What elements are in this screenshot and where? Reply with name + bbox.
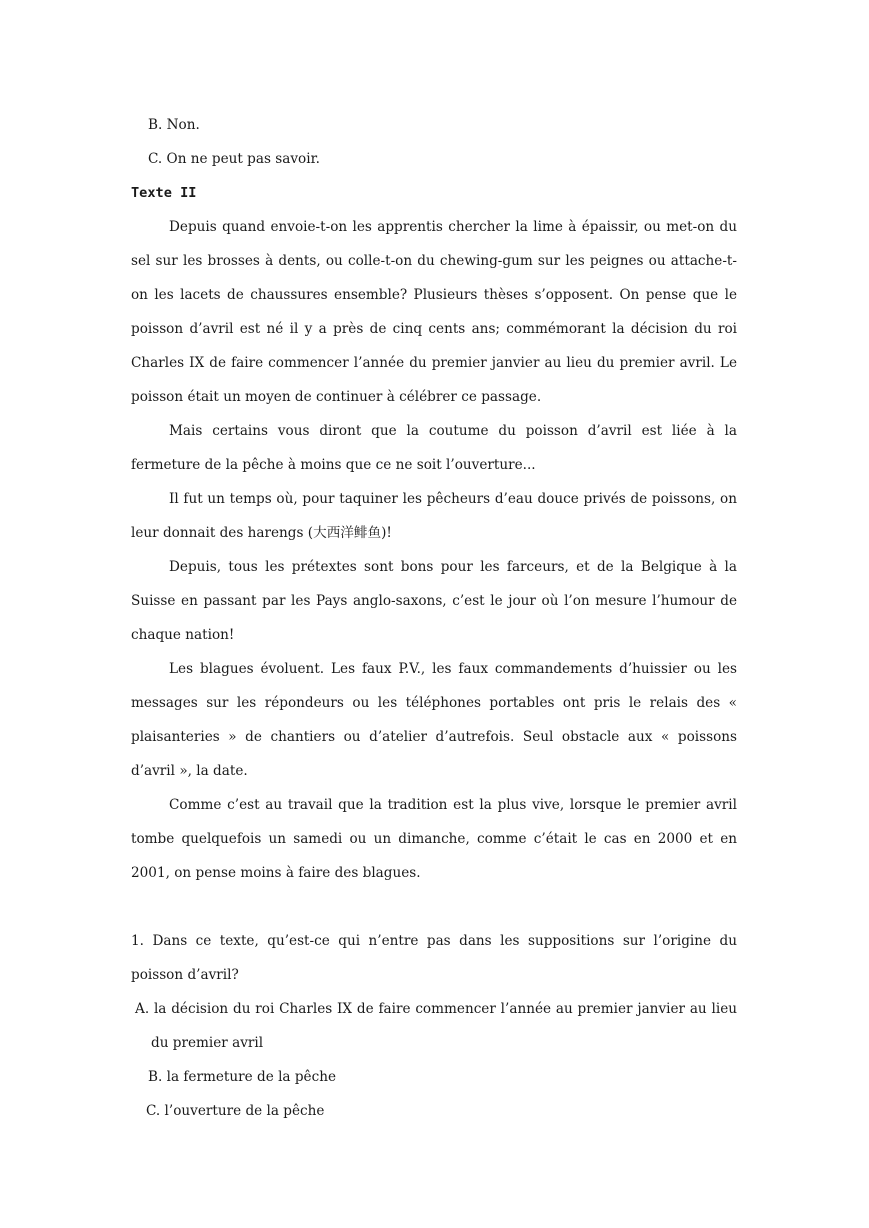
paragraph-1: Depuis quand envoie-t-on les apprentis chercher la lime à épaissir, ou met-on du sel sur les brosses à dents, ou colle-t-on du chewing-gum sur les peignes ou attache-t-on les lacets de chaussures ensemble? Plusieurs thèses s’opposent. On pense que le poisson d’avril est né il y a près de cinq cents ans; commémorant la décision du roi Charles IX de faire commencer l’année du premier janvier au lieu du premier avril. Le poisson était un moyen de continuer à célébrer ce passage. (131, 219, 737, 405)
paragraph-3: Il fut un temps où, pour taquiner les pêcheurs d’eau douce privés de poissons, on leur donnait des harengs (大西洋鲱鱼)! (131, 491, 737, 541)
paragraph-2: Mais certains vous diront que la coutume du poisson d’avril est liée à la fermeture de la pêche à moins que ce ne soit l’ouverture... (131, 423, 737, 473)
previous-option-c: C. On ne peut pas savoir. (148, 151, 320, 167)
question-1: 1. Dans ce texte, qu’est-ce qui n’entre pas dans les suppositions sur l’origine du poisson d’avril? (131, 933, 737, 983)
document-page (131, 108, 737, 1128)
paragraph-4: Depuis, tous les prétextes sont bons pour les farceurs, et de la Belgique à la Suisse en passant par les Pays anglo-saxons, c’est le jour où l’on mesure l’humour de chaque nation! (131, 559, 737, 643)
previous-option-b: B. Non. (148, 117, 200, 133)
question-1-option-c: C. l’ouverture de la pêche (146, 1103, 325, 1119)
section-heading: Texte II (131, 185, 197, 201)
question-1-option-a: A. la décision du roi Charles IX de faire commencer l’année au premier janvier au lieu du premier avril (135, 1001, 737, 1051)
paragraph-5: Les blagues évoluent. Les faux P.V., les faux commandements d’huissier ou les messages sur les répondeurs ou les téléphones portables ont pris le relais des « plaisanteries » de chantiers ou d’atelier d’autrefois. Seul obstacle aux « poissons d’avril », la date. (131, 661, 737, 779)
question-1-option-b: B. la fermeture de la pêche (148, 1069, 336, 1085)
paragraph-6: Comme c’est au travail que la tradition est la plus vive, lorsque le premier avril tombe quelquefois un samedi ou un dimanche, comme c’était le cas en 2000 et en 2001, on pense moins à faire des blagues. (131, 797, 737, 881)
